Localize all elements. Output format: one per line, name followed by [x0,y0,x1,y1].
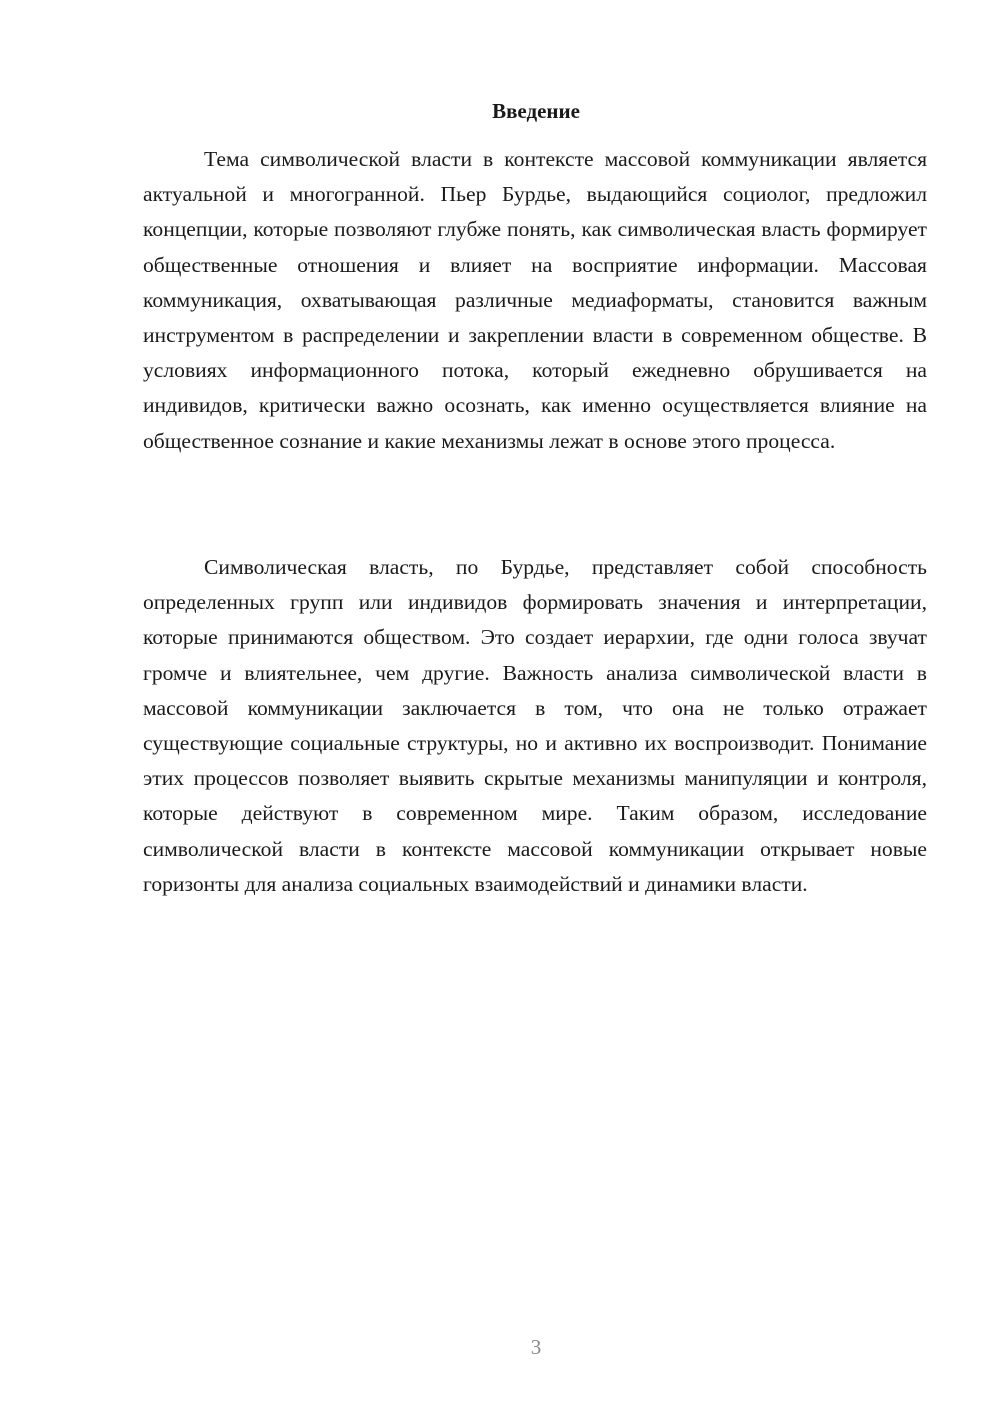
page-number: 3 [530,1335,542,1359]
paragraph-1: Тема символической власти в контексте массовой коммуникации является актуальной и многогранной. Пьер Бурдье, выдающийся социолог, предложил концепции, которые позволяют глубже понять, как символическая власть формирует общественные отношения и влияет на восприятие информации. Массовая коммуникация, охватывающая различные медиаформаты, становится важным инструментом в распределении и закреплении власти в современном обществе. В условиях информационного потока, который ежедневно обрушивается на индивидов, критически важно осознать, как именно осуществляется влияние на общественное сознание и какие механизмы лежат в основе этого процесса. [143,147,927,453]
section-heading: Введение [492,99,580,123]
paragraph-2: Символическая власть, по Бурдье, представляет собой способность определенных групп или индивидов формировать значения и интерпретации, которые принимаются обществом. Это создает иерархии, где одни голоса звучат громче и влиятельнее, чем другие. Важность анализа символической власти в массовой коммуникации заключается в том, что она не только отражает существующие социальные структуры, но и активно их воспроизводит. Понимание этих процессов позволяет выявить скрытые механизмы манипуляции и контроля, которые действуют в современном мире. Таким образом, исследование символической власти в контексте массовой коммуникации открывает новые горизонты для анализа социальных взаимодействий и динамики власти. [143,555,927,896]
